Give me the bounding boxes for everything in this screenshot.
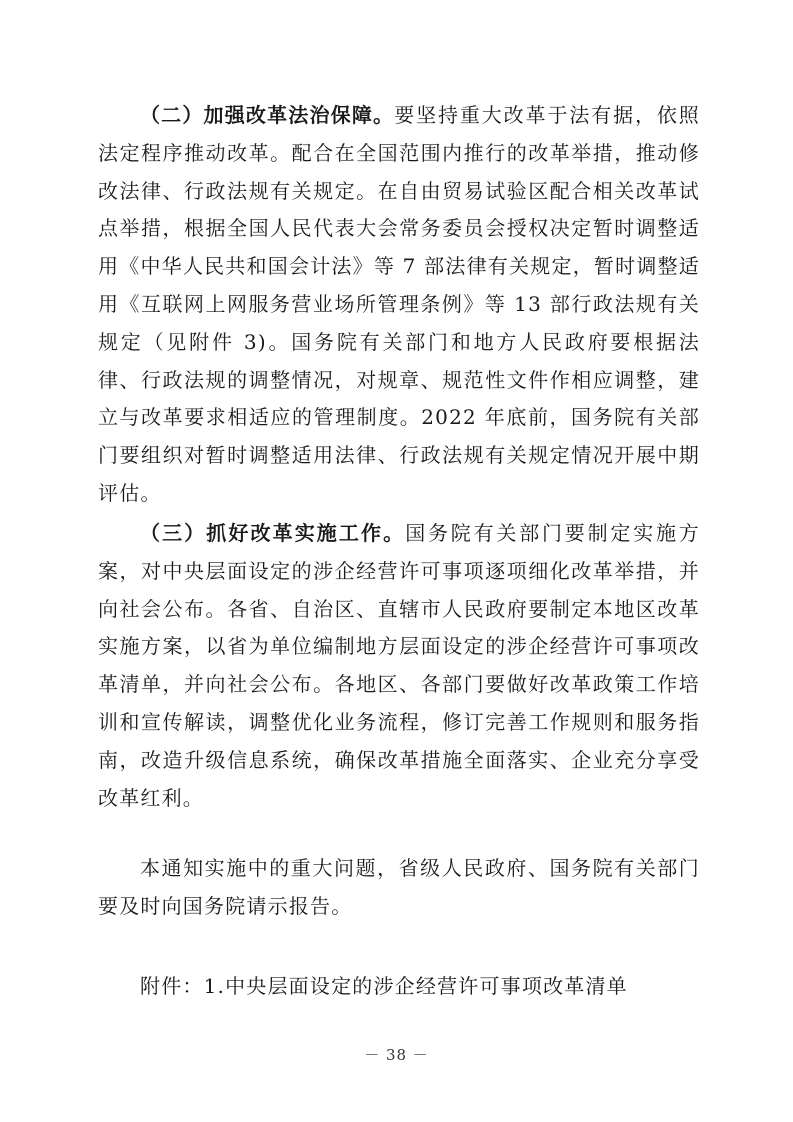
attachment-line: 附件：1.中央层面设定的涉企经营许可事项改革清单 [140, 974, 628, 998]
paragraph-heading: （二）加强改革法治保障。 [140, 103, 395, 127]
page-number: － 38 － [364, 1046, 429, 1064]
paragraph-body: 本通知实施中的重大问题，省级人民政府、国务院有关部门要及时向国务院请示报告。 [98, 856, 700, 918]
paragraph-reporting [98, 850, 700, 926]
paragraph-legal-safeguards [98, 97, 700, 513]
paragraph-body: 要坚持重大改革于法有据，依照法定程序推动改革。配合在全国范围内推行的改革举措，推动修改法律、行政法规有关规定。在自由贸易试验区配合相关改革试点举措，根据全国人民代表大会常务委员会授权决定暂时调整适用《中华人民共和国会计法》等 7 部法律有关规定，暂时调整适用《互联网上网服务营业场所管理条例》等 13 部行政法规有关规定（见附件 3)。国务院有关部门和地方人民政府要根据法律、行政法规的调整情况，对规章、规范性文件作相应调整，建立与改革要求相适应的管理制度。2022 年底前，国务院有关部门要组织对暂时调整适用法律、行政法规有关规定情况开展中期评估。 [98, 103, 700, 505]
paragraph-body: 国务院有关部门要制定实施方案，对中央层面设定的涉企经营许可事项逐项细化改革举措，并向社会公布。各省、自治区、直辖市人民政府要制定本地区改革实施方案，以省为单位编制地方层面设定的涉企经营许可事项改革清单，并向社会公布。各地区、各部门要做好改革政策工作培训和宣传解读，调整优化业务流程，修订完善工作规则和服务指南，改造升级信息系统，确保改革措施全面落实、企业充分享受改革红利。 [98, 521, 700, 810]
paragraph-heading: （三）抓好改革实施工作。 [140, 521, 406, 545]
paragraph-implementation [98, 515, 700, 817]
